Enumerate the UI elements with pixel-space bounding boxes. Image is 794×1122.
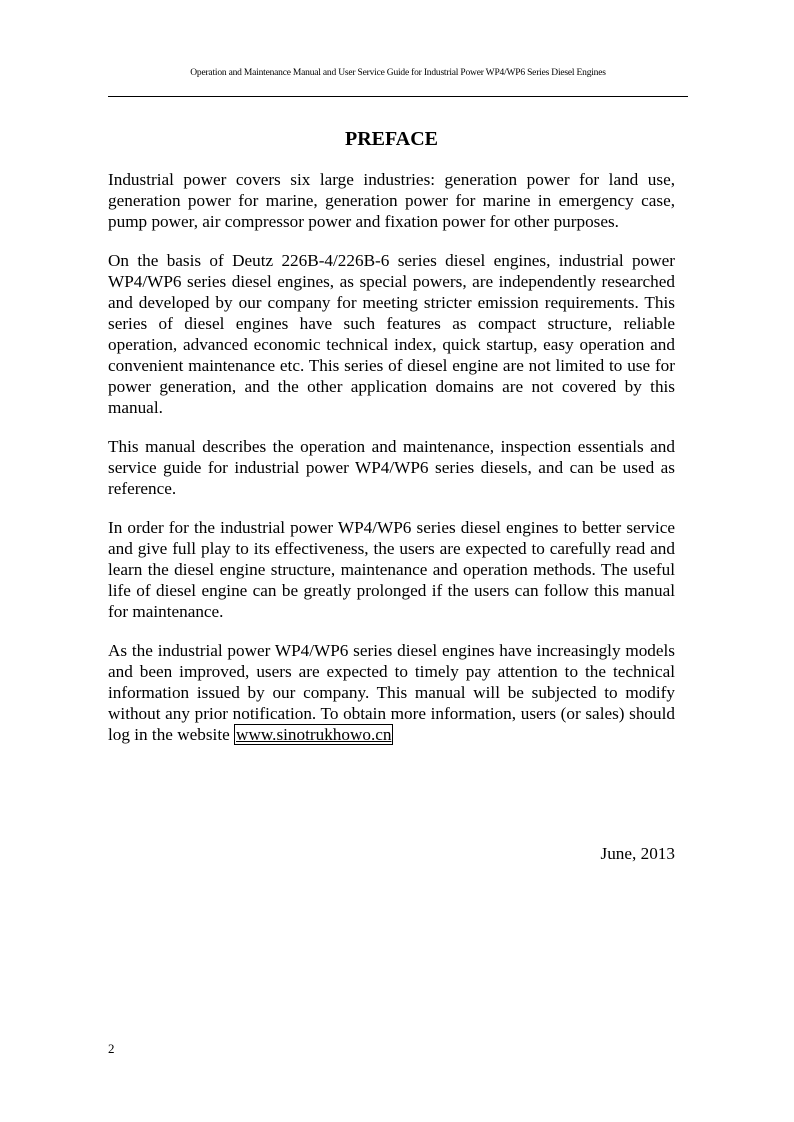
page-number: 2 (108, 1041, 115, 1056)
website-link[interactable]: www.sinotrukhowo.cn (236, 725, 392, 744)
paragraph-website-notice (108, 640, 675, 745)
running-header: Operation and Maintenance Manual and User Service Guide for Industrial Power WP4/WP6 Series Diesel Engines (190, 68, 606, 78)
paragraph-user-guidance: In order for the industrial power WP4/WP6 series diesel engines to better service and give full play to its effectiveness, the users are expected to carefully read and learn the diesel engine structure, maintenance and operation methods. The useful life of diesel engine can be greatly prolonged if the users can follow this manual for maintenance. (108, 518, 675, 621)
preface-body (108, 169, 675, 763)
website-notice-text: As the industrial power WP4/WP6 series diesel engines have increasingly models and been improved, users are expected to timely pay attention to the technical information issued by our company. This manual will be subjected to modify without any prior notification. To obtain more information, users (or sales) should log in the website (108, 641, 675, 744)
paragraph-industries: Industrial power covers six large industries: generation power for land use, generation power for marine, generation power for marine in emergency case, pump power, air compressor power and fixation power for other purposes. (108, 170, 675, 231)
paragraph-manual-scope: This manual describes the operation and maintenance, inspection essentials and service guide for industrial power WP4/WP6 series diesels, and can be used as reference. (108, 437, 675, 498)
paragraph-background: On the basis of Deutz 226B-4/226B-6 series diesel engines, industrial power WP4/WP6 series diesel engines, as special powers, are independently researched and developed by our company for meeting stricter emission requirements. This series of diesel engines have such features as compact structure, reliable operation, advanced economic technical index, quick startup, easy operation and convenient maintenance etc. This series of diesel engine are not limited to use for power generation, and the other application domains are not covered by this manual. (108, 251, 675, 417)
page-title: PREFACE (345, 128, 438, 150)
header-divider (108, 96, 688, 97)
publication-date: June, 2013 (600, 844, 675, 863)
